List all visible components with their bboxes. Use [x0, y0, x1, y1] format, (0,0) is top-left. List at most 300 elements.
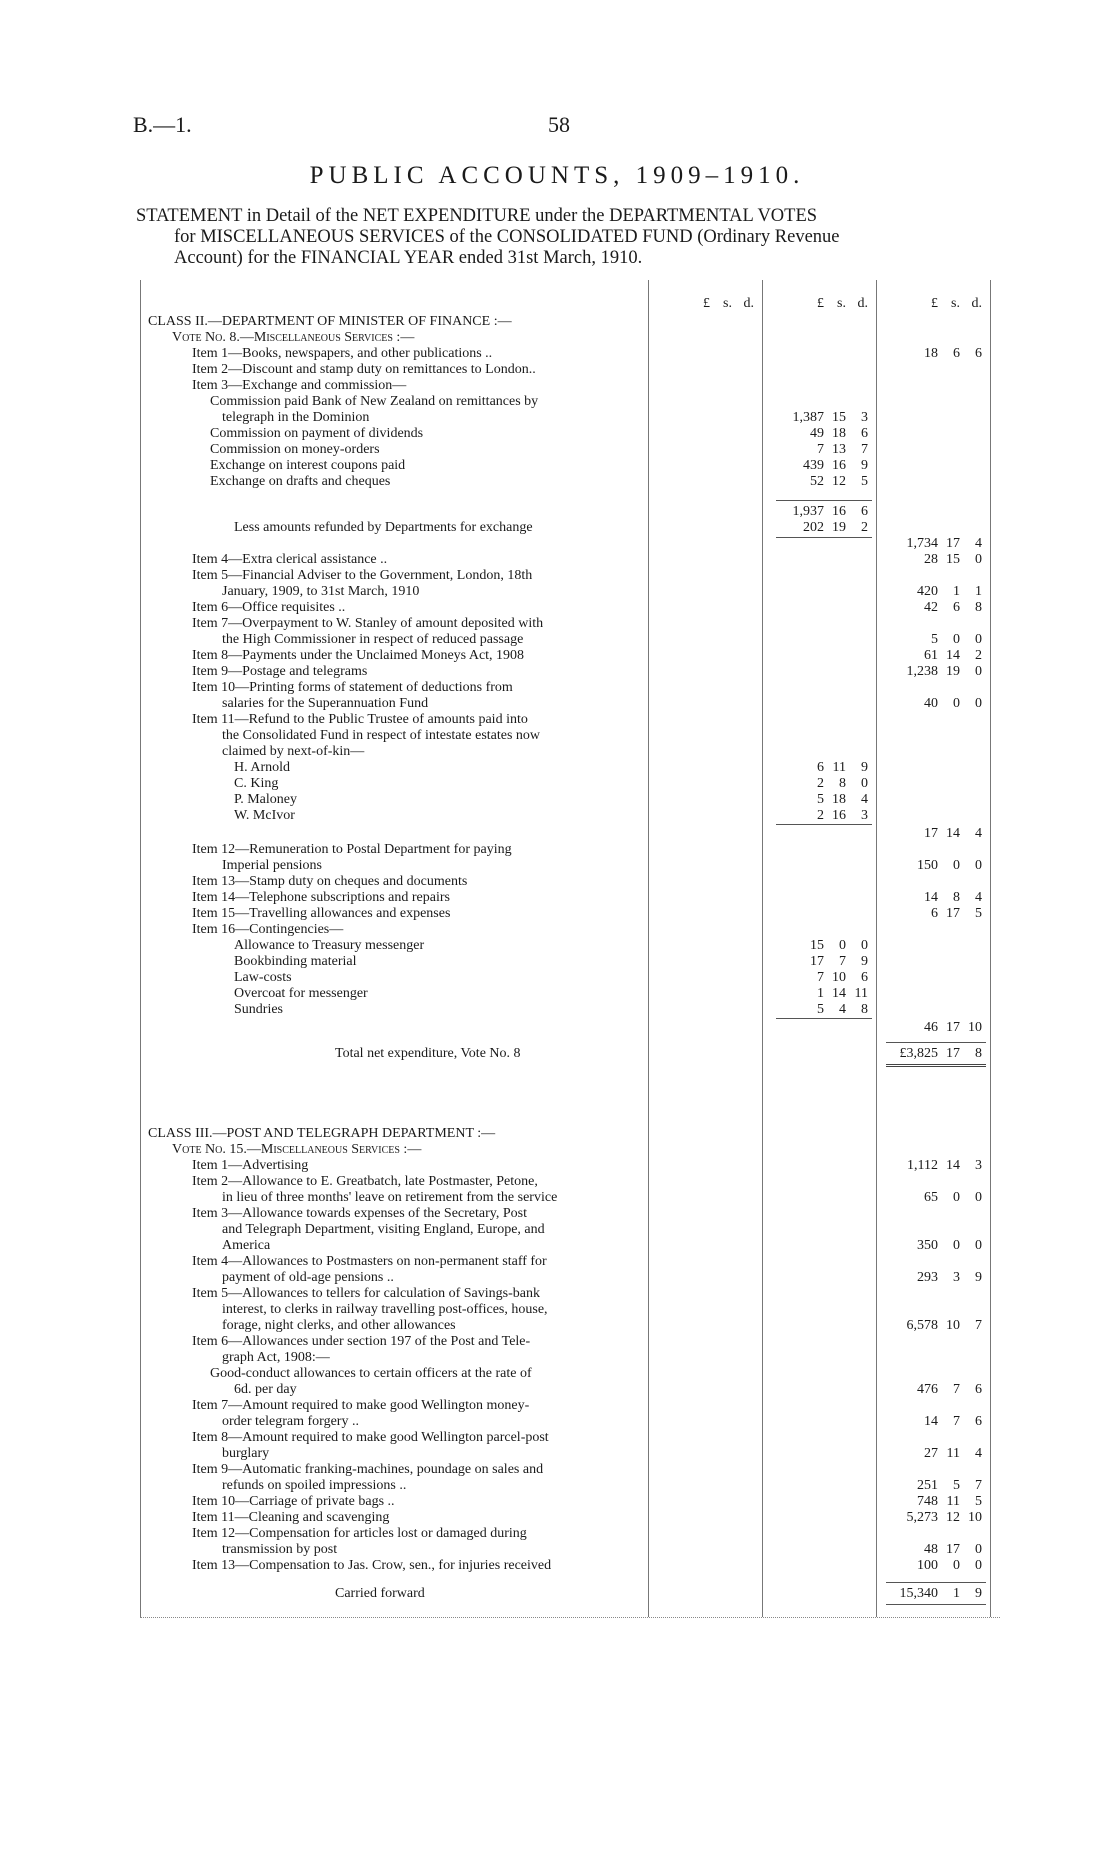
amount-pence: 0	[975, 632, 982, 647]
page-title: PUBLIC ACCOUNTS, 1909–1910.	[309, 162, 805, 189]
row-description: Item 10—Printing forms of statement of deductions from	[192, 680, 513, 695]
amount-column-3	[884, 696, 982, 712]
amount-pounds: 420	[917, 584, 938, 599]
table-row	[0, 1222, 1114, 1238]
amount-shillings: 0	[953, 696, 960, 711]
table-row	[0, 1254, 1114, 1270]
table-row	[0, 1510, 1114, 1526]
row-description: Bookbinding material	[234, 954, 357, 969]
amount-column-3	[884, 1494, 982, 1510]
amount-pence: 11	[854, 986, 868, 1001]
amount-shillings: 14	[832, 986, 846, 1001]
table-row	[0, 1334, 1114, 1350]
amount-pounds: 28	[924, 552, 938, 567]
amount-pence: 7	[975, 1478, 982, 1493]
statement-heading	[136, 206, 996, 269]
row-description: Item 2—Discount and stamp duty on remittances to London..	[192, 362, 536, 377]
amount-pounds: 476	[917, 1382, 938, 1397]
row-description: Item 8—Amount required to make good Wellington parcel-post	[192, 1430, 549, 1445]
amount-pounds: 61	[924, 648, 938, 663]
row-description: Less amounts refunded by Departments for exchange	[234, 520, 533, 535]
table-row	[0, 1350, 1114, 1366]
row-description: order telegram forgery ..	[222, 1414, 359, 1429]
row-description: Vote No. 15.—Miscellaneous Services :—	[172, 1142, 422, 1157]
table-row	[0, 1446, 1114, 1462]
amount-shillings: 16	[832, 504, 846, 519]
amount-column-2	[770, 776, 868, 792]
table-row	[0, 1318, 1114, 1334]
amount-pounds: 15	[810, 938, 824, 953]
amount-shillings: 15	[946, 552, 960, 567]
amount-column-2	[770, 1002, 868, 1018]
row-description: C. King	[234, 776, 279, 791]
subtotal-rule	[776, 824, 872, 825]
amount-pence: 0	[975, 696, 982, 711]
column-header-2: £ s. d.	[817, 296, 868, 311]
row-description: Item 1—Books, newspapers, and other publications ..	[192, 346, 493, 361]
row-description: salaries for the Superannuation Fund	[222, 696, 429, 711]
table-row	[0, 858, 1114, 874]
table-row	[0, 1158, 1114, 1174]
amount-column-2	[770, 474, 868, 490]
statement-heading-line-3: Account) for the FINANCIAL YEAR ended 31st March, 1910.	[174, 248, 643, 268]
amount-pence: 7	[975, 1318, 982, 1333]
row-description: Item 4—Allowances to Postmasters on non-permanent staff for	[192, 1254, 547, 1269]
amount-pence: 0	[861, 776, 868, 791]
document-reference: B.—1.	[133, 112, 192, 137]
amount-shillings: 0	[839, 938, 846, 953]
table-row	[0, 1494, 1114, 1510]
table-row	[0, 314, 1114, 330]
amount-column-3	[884, 1318, 982, 1334]
table-row	[0, 474, 1114, 490]
amount-column-3	[884, 906, 982, 922]
amount-pence: 9	[861, 954, 868, 969]
row-description: in lieu of three months' leave on retirement from the service	[222, 1190, 558, 1205]
amount-pounds: 27	[924, 1446, 938, 1461]
amount-pence: 7	[861, 442, 868, 457]
table-row	[0, 442, 1114, 458]
row-description: telegraph in the Dominion	[222, 410, 370, 425]
row-description: America	[222, 1238, 271, 1253]
amount-column-3	[884, 1270, 982, 1286]
amount-pence: 1	[975, 584, 982, 599]
table-row	[0, 728, 1114, 744]
amount-column-2	[770, 970, 868, 986]
amount-pounds: 46	[924, 1020, 938, 1035]
amount-pounds: 1,387	[792, 410, 824, 425]
row-description: January, 1909, to 31st March, 1910	[222, 584, 420, 599]
amount-pounds: 1	[817, 986, 824, 1001]
table-row	[0, 378, 1114, 394]
table-row	[0, 1382, 1114, 1398]
amount-pounds: 1,238	[906, 664, 938, 679]
amount-shillings: 0	[953, 1558, 960, 1573]
amount-pence: 3	[975, 1158, 982, 1173]
amount-pence: 0	[975, 1542, 982, 1557]
subtotal-rule	[776, 500, 872, 501]
table-row	[0, 922, 1114, 938]
row-description: Item 11—Refund to the Public Trustee of amounts paid into	[192, 712, 528, 727]
amount-pounds: 7	[817, 442, 824, 457]
amount-pounds: 202	[803, 520, 824, 535]
amount-shillings: 4	[839, 1002, 846, 1017]
table-bottom-rule	[140, 1617, 1000, 1618]
amount-shillings: 0	[953, 632, 960, 647]
amount-pounds: 6	[817, 760, 824, 775]
amount-shillings: 14	[946, 648, 960, 663]
amount-pence: 8	[975, 1046, 982, 1061]
table-row	[0, 1558, 1114, 1574]
amount-shillings: 18	[832, 792, 846, 807]
row-description: Sundries	[234, 1002, 283, 1017]
amount-pence: 0	[975, 664, 982, 679]
table-row	[0, 680, 1114, 696]
row-description: Item 6—Office requisites ..	[192, 600, 346, 615]
amount-pence: 0	[861, 938, 868, 953]
amount-pounds: 42	[924, 600, 938, 615]
row-description: and Telegraph Department, visiting England, Europe, and	[222, 1222, 545, 1237]
amount-pounds: 350	[917, 1238, 938, 1253]
amount-shillings: 17	[946, 906, 960, 921]
amount-column-3	[884, 1046, 982, 1062]
amount-pence: 3	[861, 808, 868, 823]
table-row	[0, 1542, 1114, 1558]
table-row	[0, 906, 1114, 922]
amount-shillings: 13	[832, 442, 846, 457]
table-row	[0, 792, 1114, 808]
amount-pence: 2	[861, 520, 868, 535]
amount-pounds: 49	[810, 426, 824, 441]
row-description: Item 13—Stamp duty on cheques and documents	[192, 874, 468, 889]
row-description: H. Arnold	[234, 760, 290, 775]
amount-column-3	[884, 552, 982, 568]
table-row	[0, 986, 1114, 1002]
amount-shillings: 10	[946, 1318, 960, 1333]
total-rule	[886, 1582, 986, 1583]
row-description: Item 5—Financial Adviser to the Government, London, 18th	[192, 568, 533, 583]
table-row	[0, 890, 1114, 906]
row-description: burglary	[222, 1446, 270, 1461]
amount-shillings: 0	[953, 858, 960, 873]
row-description: Law-costs	[234, 970, 292, 985]
row-description: W. McIvor	[234, 808, 295, 823]
table-row	[0, 1190, 1114, 1206]
table-row	[0, 938, 1114, 954]
amount-shillings: 19	[946, 664, 960, 679]
table-row	[0, 664, 1114, 680]
amount-column-2	[770, 504, 868, 520]
column-header-row	[0, 296, 1114, 312]
amount-pence: 4	[861, 792, 868, 807]
table-row	[0, 616, 1114, 632]
row-description: Item 1—Advertising	[192, 1158, 309, 1173]
subtotal-rule	[776, 1018, 872, 1019]
table-row	[0, 504, 1114, 520]
amount-column-3	[884, 1558, 982, 1574]
amount-shillings: 0	[953, 1190, 960, 1205]
row-description: Item 16—Contingencies—	[192, 922, 344, 937]
amount-pounds: 748	[917, 1494, 938, 1509]
amount-pounds: £3,825	[899, 1046, 938, 1061]
amount-pounds: 6,578	[906, 1318, 938, 1333]
amount-column-2	[770, 792, 868, 808]
table-row	[0, 584, 1114, 600]
table-row	[0, 744, 1114, 760]
amount-shillings: 5	[953, 1478, 960, 1493]
amount-column-3	[884, 858, 982, 874]
amount-pence: 4	[975, 826, 982, 841]
row-description: Carried forward	[335, 1586, 425, 1601]
row-description: Imperial pensions	[222, 858, 322, 873]
amount-pounds: 14	[924, 890, 938, 905]
table-row	[0, 426, 1114, 442]
amount-column-3	[884, 648, 982, 664]
amount-shillings: 17	[946, 1020, 960, 1035]
table-row	[0, 1430, 1114, 1446]
table-row	[0, 1398, 1114, 1414]
amount-pence: 9	[861, 760, 868, 775]
table-row	[0, 696, 1114, 712]
total-rule	[886, 1042, 986, 1043]
table-row	[0, 552, 1114, 568]
row-description: Item 2—Allowance to E. Greatbatch, late Postmaster, Petone,	[192, 1174, 538, 1189]
table-row	[0, 1020, 1114, 1036]
table-row	[0, 808, 1114, 824]
table-row	[0, 874, 1114, 890]
row-description: interest, to clerks in railway travelling post-offices, house,	[222, 1302, 548, 1317]
row-description: CLASS III.—POST AND TELEGRAPH DEPARTMENT :—	[148, 1126, 496, 1141]
table-row	[0, 394, 1114, 410]
table-row	[0, 1414, 1114, 1430]
amount-shillings: 12	[946, 1510, 960, 1525]
column-header-3: £ s. d.	[931, 296, 982, 311]
amount-column-2	[770, 986, 868, 1002]
row-description: Item 7—Overpayment to W. Stanley of amount deposited with	[192, 616, 544, 631]
table-row	[0, 1270, 1114, 1286]
statement-heading-line-2: for MISCELLANEOUS SERVICES of the CONSOLIDATED FUND (Ordinary Revenue	[174, 227, 840, 247]
row-description: Vote No. 8.—Miscellaneous Services :—	[172, 330, 415, 345]
amount-pence: 5	[975, 1494, 982, 1509]
amount-pence: 6	[975, 1414, 982, 1429]
row-description: payment of old-age pensions ..	[222, 1270, 394, 1285]
amount-pounds: 52	[810, 474, 824, 489]
amount-shillings: 15	[832, 410, 846, 425]
amount-pence: 9	[975, 1270, 982, 1285]
amount-shillings: 6	[953, 346, 960, 361]
amount-pounds: 2	[817, 808, 824, 823]
amount-column-3	[884, 664, 982, 680]
table-row	[0, 458, 1114, 474]
table-row	[0, 1046, 1114, 1062]
amount-shillings: 1	[953, 1586, 960, 1601]
amount-shillings: 8	[839, 776, 846, 791]
amount-shillings: 0	[953, 1238, 960, 1253]
amount-pence: 0	[975, 1190, 982, 1205]
amount-pounds: 5	[817, 792, 824, 807]
amount-pence: 0	[975, 1558, 982, 1573]
row-description: Item 9—Automatic franking-machines, poundage on sales and	[192, 1462, 544, 1477]
amount-shillings: 7	[953, 1414, 960, 1429]
amount-pence: 3	[861, 410, 868, 425]
amount-column-3	[884, 600, 982, 616]
row-description: Commission paid Bank of New Zealand on remittances by	[210, 394, 539, 409]
table-row	[0, 1302, 1114, 1318]
row-description: Good-conduct allowances to certain officers at the rate of	[210, 1366, 532, 1381]
amount-shillings: 19	[832, 520, 846, 535]
row-description: Item 7—Amount required to make good Wellington money-	[192, 1398, 530, 1413]
table-row	[0, 760, 1114, 776]
table-row	[0, 712, 1114, 728]
amount-pence: 6	[861, 504, 868, 519]
row-description: P. Maloney	[234, 792, 297, 807]
amount-column-2	[770, 458, 868, 474]
amount-column-3	[884, 1190, 982, 1206]
table-row	[0, 330, 1114, 346]
table-row	[0, 1526, 1114, 1542]
amount-pounds: 40	[924, 696, 938, 711]
amount-pence: 4	[975, 890, 982, 905]
table-row	[0, 600, 1114, 616]
row-description: Item 11—Cleaning and scavenging	[192, 1510, 390, 1525]
amount-pence: 8	[861, 1002, 868, 1017]
amount-pounds: 17	[924, 826, 938, 841]
amount-pounds: 439	[803, 458, 824, 473]
amount-column-3	[884, 826, 982, 842]
amount-shillings: 11	[946, 1494, 960, 1509]
amount-pence: 10	[968, 1510, 982, 1525]
amount-pounds: 15,340	[899, 1586, 938, 1601]
table-row	[0, 776, 1114, 792]
table-row	[0, 970, 1114, 986]
amount-pounds: 65	[924, 1190, 938, 1205]
amount-shillings: 16	[832, 808, 846, 823]
row-description: the Consolidated Fund in respect of intestate estates now	[222, 728, 541, 743]
total-rule	[886, 1604, 986, 1605]
table-row	[0, 346, 1114, 362]
amount-column-3	[884, 1158, 982, 1174]
amount-pence: 4	[975, 536, 982, 551]
row-description: Item 15—Travelling allowances and expenses	[192, 906, 451, 921]
column-header-1: £ s. d.	[703, 296, 754, 311]
amount-column-3	[884, 1478, 982, 1494]
amount-column-3	[884, 1382, 982, 1398]
row-description: Item 12—Compensation for articles lost or damaged during	[192, 1526, 527, 1541]
row-description: Item 13—Compensation to Jas. Crow, sen., for injuries received	[192, 1558, 552, 1573]
amount-shillings: 14	[946, 1158, 960, 1173]
amount-shillings: 18	[832, 426, 846, 441]
table-row	[0, 1142, 1114, 1158]
amount-shillings: 17	[946, 536, 960, 551]
row-description: Item 6—Allowances under section 197 of the Post and Tele-	[192, 1334, 531, 1349]
row-description: 6d. per day	[234, 1382, 297, 1397]
amount-pounds: 6	[931, 906, 938, 921]
row-description: Overcoat for messenger	[234, 986, 368, 1001]
amount-pence: 6	[861, 426, 868, 441]
amount-column-3	[884, 1542, 982, 1558]
amount-pounds: 100	[917, 1558, 938, 1573]
row-description: Item 5—Allowances to tellers for calculation of Savings-bank	[192, 1286, 540, 1301]
row-description: Allowance to Treasury messenger	[234, 938, 425, 953]
amount-shillings: 17	[946, 1046, 960, 1061]
amount-pence: 0	[975, 858, 982, 873]
amount-pounds: 14	[924, 1414, 938, 1429]
row-description: Item 14—Telephone subscriptions and repairs	[192, 890, 450, 905]
amount-column-3	[884, 1020, 982, 1036]
row-description: Item 4—Extra clerical assistance ..	[192, 552, 388, 567]
total-rule	[886, 1064, 986, 1067]
subtotal-rule	[776, 537, 872, 538]
amount-pounds: 2	[817, 776, 824, 791]
amount-pence: 5	[861, 474, 868, 489]
table-row	[0, 648, 1114, 664]
row-description: Item 3—Exchange and commission—	[192, 378, 407, 393]
amount-column-2	[770, 426, 868, 442]
table-row	[0, 954, 1114, 970]
amount-pence: 0	[975, 1238, 982, 1253]
amount-shillings: 1	[953, 584, 960, 599]
statement-heading-line-1: STATEMENT in Detail of the NET EXPENDITURE under the DEPARTMENTAL VOTES	[136, 206, 818, 226]
row-description: CLASS II.—DEPARTMENT OF MINISTER OF FINANCE :—	[148, 314, 512, 329]
amount-pence: 0	[975, 552, 982, 567]
amount-pounds: 293	[917, 1270, 938, 1285]
amount-shillings: 6	[953, 600, 960, 615]
amount-column-2	[770, 954, 868, 970]
amount-pence: 6	[975, 346, 982, 361]
table-row	[0, 1206, 1114, 1222]
amount-column-2	[770, 760, 868, 776]
table-row	[0, 1238, 1114, 1254]
amount-pence: 9	[975, 1586, 982, 1601]
table-row	[0, 632, 1114, 648]
row-description: Exchange on interest coupons paid	[210, 458, 406, 473]
amount-pounds: 150	[917, 858, 938, 873]
amount-column-2	[770, 520, 868, 536]
row-description: Commission on money-orders	[210, 442, 380, 457]
amount-pounds: 251	[917, 1478, 938, 1493]
row-description: Item 9—Postage and telegrams	[192, 664, 368, 679]
table-row	[0, 1174, 1114, 1190]
amount-pounds: 48	[924, 1542, 938, 1557]
amount-pence: 8	[975, 600, 982, 615]
amount-pence: 9	[861, 458, 868, 473]
amount-column-2	[770, 808, 868, 824]
amount-column-3	[884, 1414, 982, 1430]
amount-column-3	[884, 632, 982, 648]
row-description: Commission on payment of dividends	[210, 426, 424, 441]
amount-shillings: 11	[946, 1446, 960, 1461]
amount-column-3	[884, 536, 982, 552]
amount-column-3	[884, 1446, 982, 1462]
amount-shillings: 7	[953, 1382, 960, 1397]
amount-shillings: 11	[832, 760, 846, 775]
table-row	[0, 1366, 1114, 1382]
row-description: Total net expenditure, Vote No. 8	[335, 1046, 521, 1061]
amount-pounds: 18	[924, 346, 938, 361]
row-description: Item 8—Payments under the Unclaimed Moneys Act, 1908	[192, 648, 525, 663]
amount-pence: 6	[975, 1382, 982, 1397]
amount-shillings: 8	[953, 890, 960, 905]
table-row	[0, 1286, 1114, 1302]
amount-shillings: 7	[839, 954, 846, 969]
table-row	[0, 410, 1114, 426]
row-description: the High Commissioner in respect of reduced passage	[222, 632, 524, 647]
amount-pounds: 1,734	[906, 536, 938, 551]
amount-shillings: 10	[832, 970, 846, 985]
amount-pence: 5	[975, 906, 982, 921]
table-row	[0, 842, 1114, 858]
table-row	[0, 520, 1114, 536]
